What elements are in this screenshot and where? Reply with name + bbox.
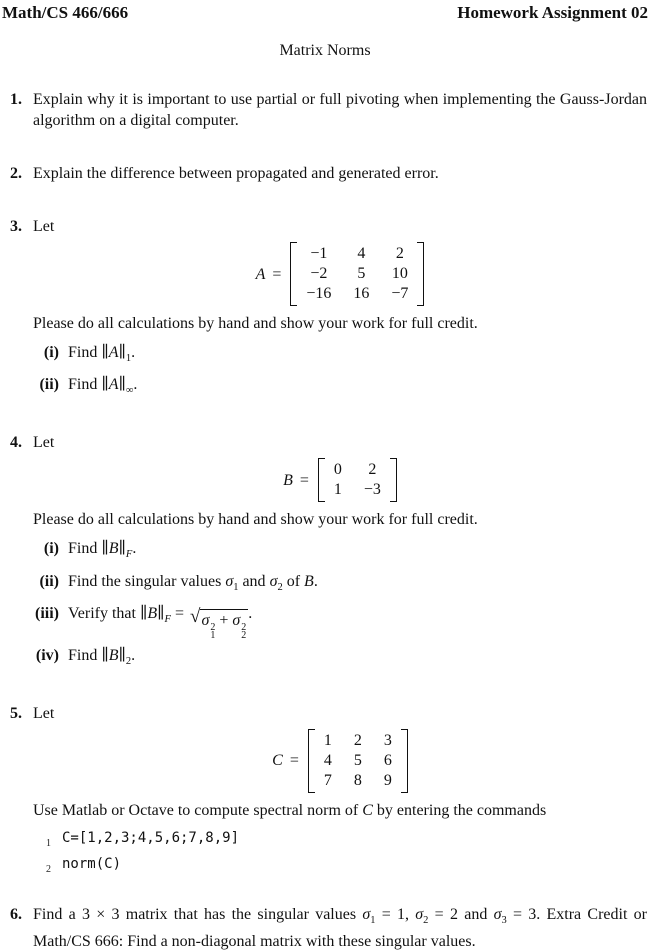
subitem-label: (i) (43, 540, 59, 558)
problem-note: Please do all calculations by hand and show your work for full credit. (33, 315, 478, 332)
matrix-cell: −7 (391, 285, 409, 302)
problem-number: 3. (10, 218, 22, 235)
problem-4 (2, 432, 648, 672)
problem-text: Find a 3 × 3 matrix that has the singular values $\sigma_1 = 1$, $\sigma_2 = 2$ and $\sigma_3 = 3$. Extra Credit or Math/CS 666: Find a non-diagonal matrix with these singular values. (33, 905, 647, 951)
subitem-text: Find $\parallel B\parallel_2$. (68, 646, 136, 667)
course-title: Math/CS 466/666 (2, 3, 129, 22)
subitem-iii (26, 603, 647, 640)
line-number: 2 (46, 863, 51, 875)
problem-number: 6. (10, 905, 22, 923)
matrix-display-C (33, 728, 647, 794)
matrix-cell: 4 (357, 245, 366, 262)
subitem-text: Find $\parallel A\parallel_1$. (68, 344, 136, 365)
problem-text: Explain the difference between propagated and generated error. (33, 165, 439, 182)
matrix-cell: −2 (310, 265, 328, 282)
subitem-text: Find the singular values $\sigma_1$ and $\sigma_2$ of B. (68, 572, 318, 593)
line-number: 1 (46, 837, 51, 849)
code-text: norm(C) (62, 855, 122, 872)
matrix-cell: 0 (333, 461, 342, 479)
code-listing (33, 828, 647, 880)
matrix-cell: 2 (368, 461, 377, 479)
subitem-ii (26, 571, 647, 598)
matrix-cell: 1 (333, 481, 342, 499)
problem-lead: Let (33, 218, 55, 235)
problem-text: Explain why it is important to use partial or full pivoting when implementing the Gauss-Jordan algorithm on a digital computer. (33, 91, 647, 129)
equals-sign: = (299, 471, 309, 489)
matrix-cell: 4 (323, 751, 332, 769)
matrix-cell: 5 (357, 265, 366, 282)
matrix-grid (325, 457, 390, 503)
equals-sign: = (289, 752, 299, 770)
matrix-left-bracket (290, 242, 297, 306)
matrix-cell: −16 (306, 285, 332, 302)
matrix-variable: C (272, 752, 283, 770)
page-subtitle: Matrix Norms (279, 42, 371, 59)
matrix-variable: B (283, 471, 293, 489)
matrix-variable: A (255, 265, 266, 283)
matrix-right-bracket (401, 729, 408, 793)
problem-2 (2, 163, 648, 184)
matrix-cell: 7 (323, 771, 332, 789)
subitem-iv (26, 645, 647, 672)
code-line (33, 828, 647, 854)
problem-number: 4. (10, 434, 22, 452)
code-line (33, 854, 647, 880)
header (2, 2, 648, 23)
problem-lead: Let (33, 434, 55, 452)
subitem-label: (iv) (35, 646, 59, 664)
matrix-cell: 6 (383, 751, 392, 769)
subitem-text: Find $\parallel A\parallel_\infty$. (68, 376, 138, 397)
problem-6 (2, 904, 648, 952)
subitem-label: (ii) (39, 376, 59, 394)
subitem-i (26, 342, 647, 369)
assignment-title: Homework Assignment 02 (457, 3, 648, 22)
subitem-ii (26, 374, 647, 401)
matrix-cell: 2 (395, 245, 404, 262)
matrix-right-bracket (417, 242, 424, 306)
problem-number: 5. (10, 704, 22, 722)
problem-number: 2. (10, 165, 22, 182)
matrix-grid (315, 728, 401, 794)
problem-5 (2, 703, 648, 880)
matrix-cell: 1 (323, 731, 332, 749)
matrix-left-bracket (318, 458, 325, 502)
problem-note: Please do all calculations by hand and show your work for full credit. (33, 511, 478, 529)
matrix-cell: −3 (363, 481, 381, 499)
problem-3 (2, 216, 648, 401)
matrix-cell: 9 (383, 771, 392, 789)
matrix-cell: 8 (353, 771, 362, 789)
problem-lead: Let (33, 704, 55, 722)
subitem-i (26, 538, 647, 565)
subitem-label: (ii) (39, 572, 59, 590)
matrix-cell: 10 (391, 265, 408, 282)
code-text: C=[1,2,3;4,5,6;7,8,9] (62, 829, 240, 846)
problem-1 (2, 89, 648, 131)
matrix-display-B (33, 457, 647, 503)
matrix-display-A (33, 241, 647, 307)
problem-number: 1. (10, 91, 22, 108)
matrix-left-bracket (308, 729, 315, 793)
equals-sign: = (272, 265, 282, 283)
matrix-cell: 5 (353, 751, 362, 769)
matrix-cell: 3 (383, 731, 392, 749)
problem-note: Use Matlab or Octave to compute spectral norm of C by entering the commands (33, 801, 547, 819)
matrix-cell: −1 (310, 245, 328, 262)
subitem-text: Verify that $\parallel B\parallel_F$ = √ σ 2 1 + σ 2 2 . (68, 604, 253, 641)
matrix-cell: 16 (353, 285, 370, 302)
subitem-label: (iii) (35, 604, 59, 622)
matrix-grid (297, 241, 417, 307)
matrix-right-bracket (390, 458, 397, 502)
matrix-cell: 2 (353, 731, 362, 749)
subitem-label: (i) (43, 344, 59, 361)
subitem-text: Find $\parallel B\parallel_F$. (68, 540, 137, 561)
